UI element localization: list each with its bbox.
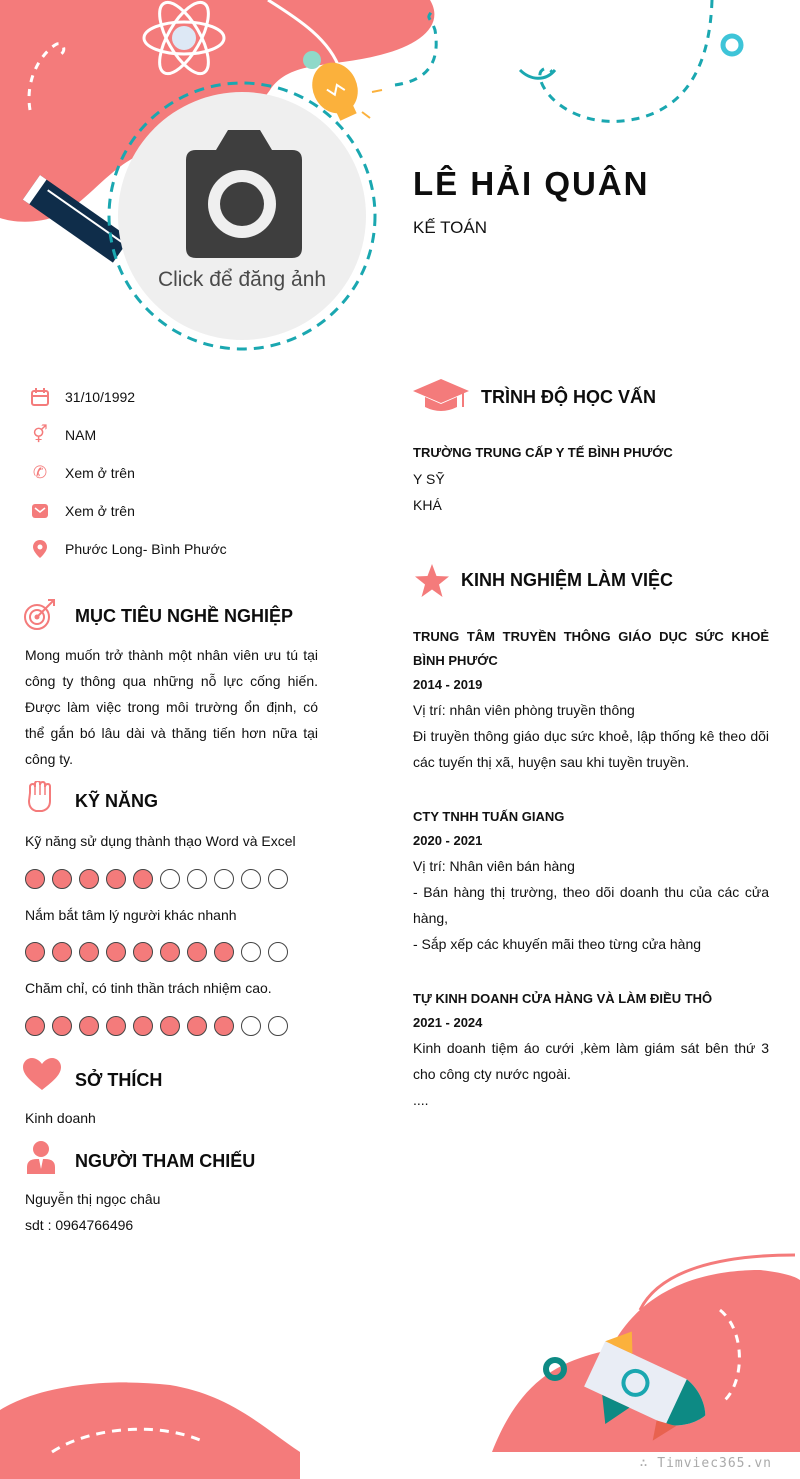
skill-label: Nắm bắt tâm lý người khác nhanh <box>25 907 237 923</box>
location-pin-icon <box>30 539 50 559</box>
reference-name: Nguyễn thị ngọc châu <box>25 1191 161 1207</box>
rating-dot-filled <box>25 869 45 889</box>
hobbies-title: SỞ THÍCH <box>75 1070 163 1090</box>
contact-email <box>30 500 135 522</box>
rating-dot-filled <box>133 942 153 962</box>
graduation-cap-icon <box>413 376 469 414</box>
job-period: 2021 - 2024 <box>413 1015 483 1030</box>
references-title: NGƯỜI THAM CHIẾU <box>75 1151 256 1171</box>
education-school: TRƯỜNG TRUNG CẤP Y TẾ BÌNH PHƯỚC <box>413 445 673 460</box>
job-company: TRUNG TÂM TRUYỀN THÔNG GIÁO DỤC SỨC KHOẺ BÌNH PHƯỚC <box>413 629 769 668</box>
job-period: 2014 - 2019 <box>413 677 483 692</box>
rating-dot-filled <box>79 942 99 962</box>
contact-birthdate <box>30 386 135 408</box>
person-icon <box>22 1138 60 1176</box>
rating-dot-filled <box>187 1016 207 1036</box>
contact-gender <box>30 424 96 446</box>
photo-upload-caption[interactable]: Click để đăng ảnh <box>157 268 327 291</box>
raised-fist-icon <box>20 778 58 816</box>
rating-dot-empty <box>187 869 207 889</box>
candidate-job-title: KẾ TOÁN <box>413 218 488 237</box>
birthdate-value: 31/10/1992 <box>65 389 136 405</box>
hobbies-text: Kinh doanh <box>25 1110 96 1126</box>
phone-value: Xem ở trên <box>65 465 135 481</box>
job-description: Đi truyền thông giáo dục sức khoẻ, lập thống kê theo dõi các tuyến thị xã, huyện sau khi tuyền truyền. <box>413 728 769 770</box>
rating-dot-empty <box>214 869 234 889</box>
camera-icon <box>118 92 366 340</box>
rating-dot-filled <box>160 942 180 962</box>
rating-dot-empty <box>241 869 261 889</box>
objective-text: Mong muốn trở thành một nhân viên ưu tú tại công ty thông qua những nỗ lực cống hiến. Được làm việc trong môi trường ổn định, có thể gắn bó lâu dài và thăng tiến hơn nữa tại công ty. <box>25 647 318 767</box>
rating-dot-filled <box>25 1016 45 1036</box>
skill-label: Chăm chỉ, có tinh thần trách nhiệm cao. <box>25 980 272 996</box>
job-company: TỰ KINH DOANH CỬA HÀNG VÀ LÀM ĐIỀU THÔ <box>413 991 713 1006</box>
job-company: CTY TNHH TUẤN GIANG <box>413 809 565 824</box>
email-value: Xem ở trên <box>65 503 135 519</box>
candidate-name: LÊ HẢI QUÂN <box>413 165 650 202</box>
gender-value: NAM <box>65 427 97 443</box>
calendar-icon <box>30 387 50 407</box>
rating-dot-filled <box>160 1016 180 1036</box>
job-description: Kinh doanh tiệm áo cưới ,kèm làm giám sát bên thứ 3 cho công cty nước ngoài. <box>413 1040 769 1082</box>
job-description-extra: .... <box>413 1092 429 1108</box>
rating-dot-empty <box>241 1016 261 1036</box>
rating-dot-filled <box>133 869 153 889</box>
rating-dot-empty <box>268 869 288 889</box>
job-position: Vị trí: Nhân viên bán hàng <box>413 858 575 874</box>
rating-dot-filled <box>52 1016 72 1036</box>
education-major: Y SỸ <box>413 471 445 487</box>
address-value: Phước Long- Bình Phước <box>65 541 227 557</box>
phone-icon: ✆ <box>32 463 48 482</box>
job-period: 2020 - 2021 <box>413 833 483 848</box>
rating-dot-filled <box>79 869 99 889</box>
rating-dot-filled <box>106 1016 126 1036</box>
reference-phone: sdt : 0964766496 <box>25 1217 134 1233</box>
rating-dot-filled <box>25 942 45 962</box>
skills-title: KỸ NĂNG <box>75 791 159 811</box>
site-watermark: ∴ Timviec365.vn <box>639 1456 772 1471</box>
rating-dot-filled <box>214 1016 234 1036</box>
skill-label: Kỹ năng sử dụng thành thạo Word và Excel <box>25 833 296 849</box>
rating-dot-filled <box>79 1016 99 1036</box>
education-grade: KHÁ <box>413 497 442 513</box>
job-description: - Bán hàng thị trường, theo dõi doanh thu của các cửa hàng, <box>413 884 769 926</box>
rating-dot-empty <box>160 869 180 889</box>
profile-photo-placeholder[interactable] <box>118 92 366 340</box>
rating-dot-empty <box>268 1016 288 1036</box>
contact-address <box>30 538 227 560</box>
rating-dot-filled <box>214 942 234 962</box>
contact-phone <box>30 462 135 484</box>
email-icon <box>30 501 50 521</box>
skill-rating <box>25 869 288 889</box>
experience-title: KINH NGHIỆM LÀM VIỆC <box>461 570 674 590</box>
rating-dot-empty <box>241 942 261 962</box>
star-icon <box>413 562 451 600</box>
objective-title: MỤC TIÊU NGHỀ NGHIỆP <box>75 606 294 626</box>
rating-dot-filled <box>52 942 72 962</box>
rating-dot-empty <box>268 942 288 962</box>
heart-icon <box>23 1056 61 1094</box>
rating-dot-filled <box>106 942 126 962</box>
education-title: TRÌNH ĐỘ HỌC VẤN <box>481 387 656 407</box>
skill-rating <box>25 942 288 962</box>
job-position: Vị trí: nhân viên phòng truyền thông <box>413 702 635 718</box>
gender-icon: ⚥ <box>32 425 48 444</box>
target-icon <box>20 596 58 634</box>
rating-dot-filled <box>52 869 72 889</box>
job-description-extra: - Sắp xếp các khuyến mãi theo từng cửa hàng <box>413 936 702 952</box>
rating-dot-filled <box>106 869 126 889</box>
rating-dot-filled <box>187 942 207 962</box>
skill-rating <box>25 1016 288 1036</box>
rating-dot-filled <box>133 1016 153 1036</box>
